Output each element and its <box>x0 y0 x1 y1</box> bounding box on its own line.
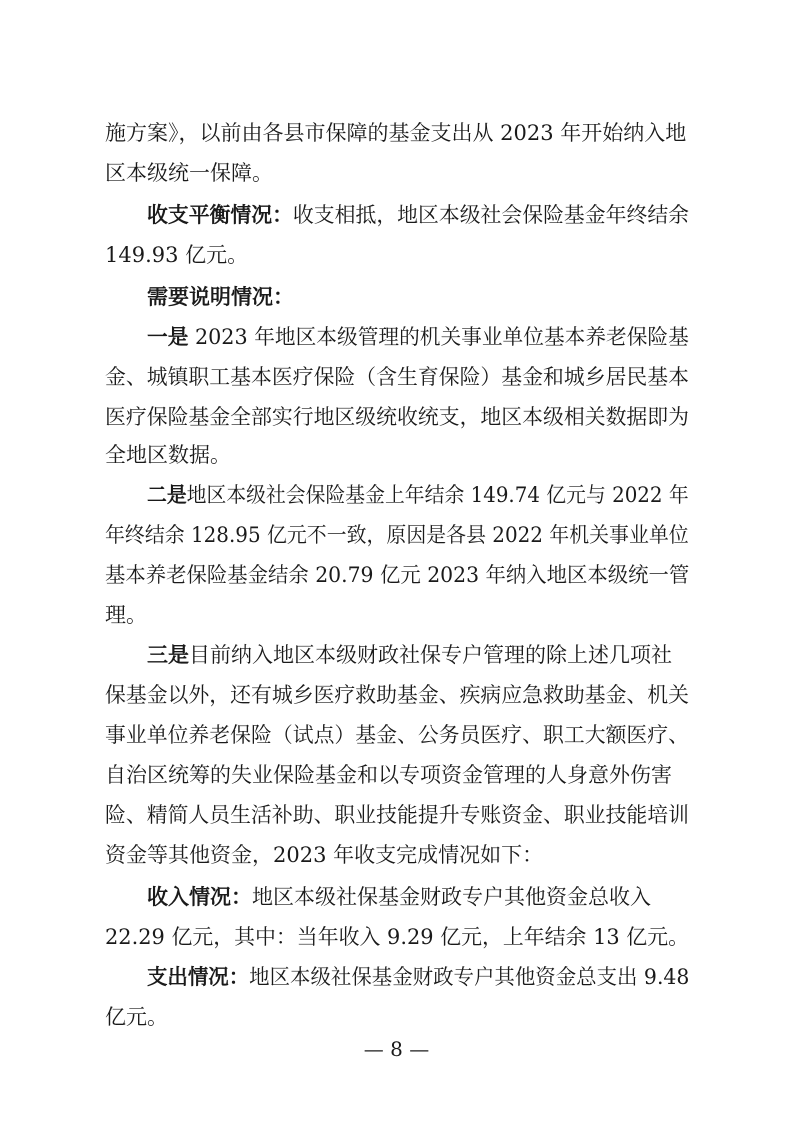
text-line <box>147 283 294 311</box>
bold-lead-text: 收入情况： <box>147 884 252 909</box>
text-line <box>105 721 689 749</box>
bold-lead-text: 三是 <box>147 642 189 667</box>
text-segment: 施方案》，以前由各县市保障的基金支出从 2023 年开始纳入地 <box>105 121 687 145</box>
text-line <box>147 481 689 509</box>
page-number: — 8 — <box>363 1037 430 1061</box>
text-segment: 亿元。 <box>105 1005 168 1029</box>
text-line <box>147 641 672 669</box>
text-line <box>147 963 689 991</box>
text-segment: 全地区数据。 <box>105 443 231 467</box>
text-line <box>105 923 689 951</box>
bold-lead-text: 一是 <box>147 324 189 349</box>
text-segment: 149.93 亿元。 <box>105 243 249 267</box>
text-line <box>105 241 248 269</box>
text-segment: 2023 年地区本级管理的机关事业单位基本养老保险基 <box>188 325 689 349</box>
text-segment: 基本养老保险基金结余 20.79 亿元 2023 年纳入地区本级统一管 <box>105 563 690 587</box>
text-line <box>105 521 689 549</box>
text-line <box>105 119 686 147</box>
text-segment: 保基金以外，还有城乡医疗救助基金、疾病应急救助基金、机关 <box>105 683 690 707</box>
text-segment: 理。 <box>105 603 147 627</box>
text-line <box>147 883 651 911</box>
text-line <box>105 761 672 789</box>
text-line <box>105 159 273 187</box>
text-segment: 金、城镇职工基本医疗保险（含生育保险）基金和城乡居民基本 <box>105 365 690 389</box>
bold-lead-text: 收支平衡情况： <box>147 202 293 227</box>
text-segment: 事业单位养老保险（试点）基金、公务员医疗、职工大额医疗、 <box>105 723 690 747</box>
text-line <box>105 561 689 589</box>
text-segment: 地区本级社保基金财政专户其他资金总支出 9.48 <box>249 965 690 989</box>
text-segment: 医疗保险基金全部实行地区级统收统支，地区本级相关数据即为 <box>105 405 690 429</box>
text-line <box>105 601 147 629</box>
text-segment: 收支相抵，地区本级社会保险基金年终结余 <box>292 203 690 227</box>
text-line <box>147 201 689 229</box>
text-segment: 年终结余 128.95 亿元不一致，原因是各县 2022 年机关事业单位 <box>105 523 689 547</box>
bold-lead-text: 需要说明情况： <box>147 284 294 309</box>
text-segment: 险、精简人员生活补助、职业技能提升专账资金、职业技能培训 <box>105 803 690 827</box>
text-segment: 自治区统筹的失业保险基金和以专项资金管理的人身意外伤害 <box>105 763 672 787</box>
text-line <box>105 801 689 829</box>
text-segment: 地区本级社会保险基金上年结余 149.74 亿元与 2022 年 <box>186 483 689 507</box>
text-line <box>105 681 689 709</box>
bold-lead-text: 支出情况： <box>147 964 250 989</box>
text-line <box>105 841 543 869</box>
text-line <box>105 1003 168 1031</box>
text-line <box>105 403 689 431</box>
text-segment: 目前纳入地区本级财政社保专户管理的除上述几项社 <box>189 643 672 667</box>
text-line <box>105 441 231 469</box>
text-line <box>105 363 689 391</box>
text-segment: 区本级统一保障。 <box>105 161 273 185</box>
text-segment: 地区本级社保基金财政专户其他资金总收入 <box>252 885 651 909</box>
bold-lead-text: 二是 <box>147 482 187 507</box>
text-segment: 资金等其他资金，2023 年收支完成情况如下： <box>105 843 544 867</box>
text-segment: 22.29 亿元，其中：当年收入 9.29 亿元，上年结余 13 亿元。 <box>105 925 689 949</box>
text-line <box>147 323 689 351</box>
